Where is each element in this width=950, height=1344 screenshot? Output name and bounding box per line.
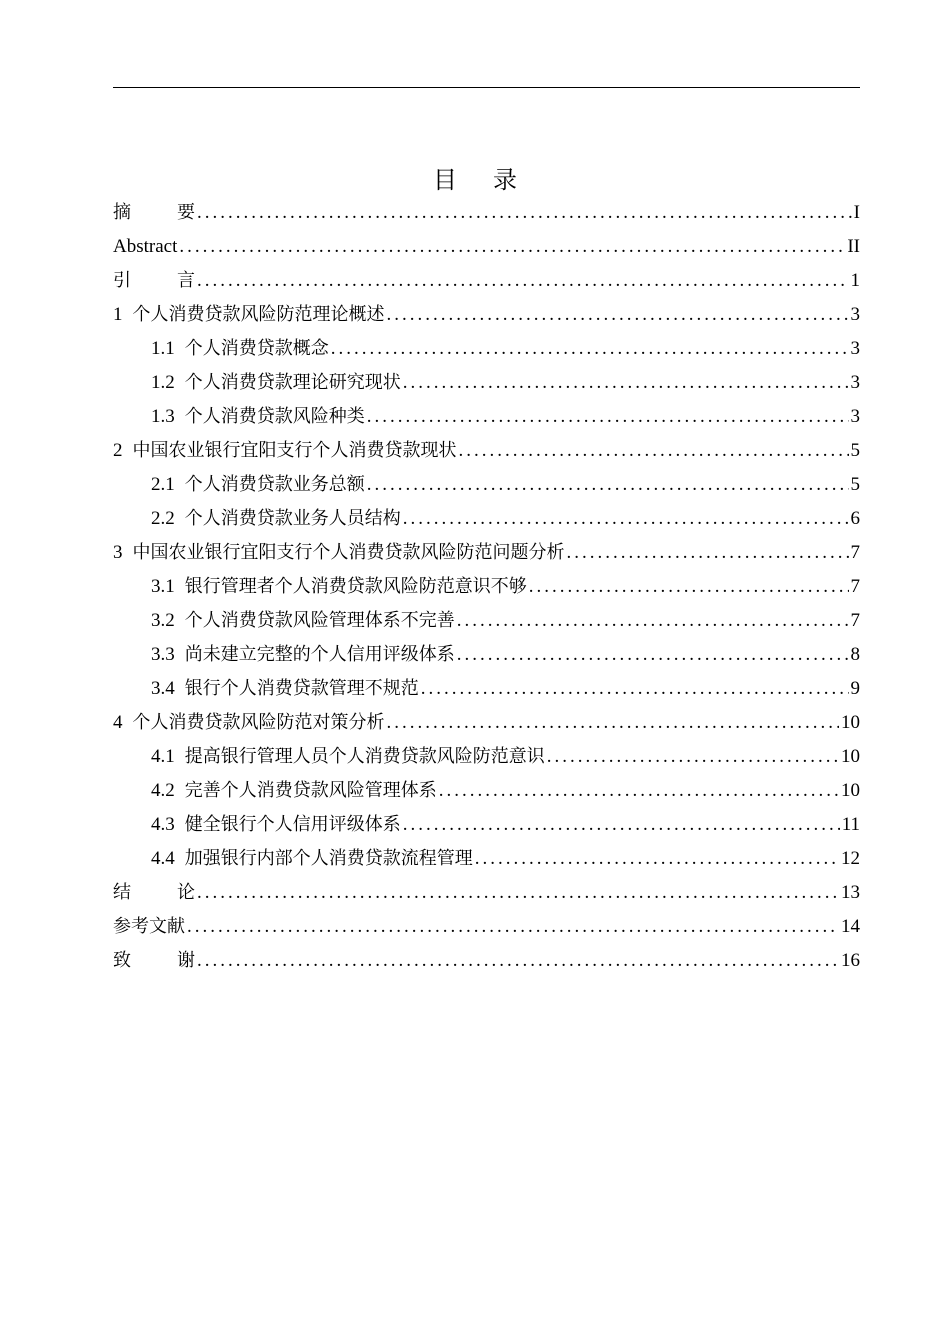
toc-entry[interactable] [113, 774, 860, 808]
toc-entry[interactable] [113, 502, 860, 536]
toc-entry-number: 1.1 [151, 338, 175, 359]
toc-entry-page: 10 [841, 746, 860, 767]
toc-entry-label: 参考文献 [113, 916, 185, 937]
toc-entry[interactable] [113, 536, 860, 570]
toc-entry-page: 14 [841, 916, 860, 937]
toc-leader-dots [457, 604, 849, 638]
toc-entry[interactable] [113, 740, 860, 774]
toc-entry-number: 3 [113, 542, 123, 563]
toc-entry[interactable] [113, 672, 860, 706]
toc-leader-dots [457, 638, 849, 672]
toc-leader-dots [197, 876, 839, 910]
toc-leader-dots [367, 468, 849, 502]
toc-entry-page: 3 [850, 406, 860, 427]
toc-entry[interactable] [113, 468, 860, 502]
toc-entry-page: 16 [841, 950, 860, 971]
toc-entry-page: 8 [850, 644, 860, 665]
toc-entry-page: 3 [850, 304, 860, 325]
toc-entry-page: 10 [841, 780, 860, 801]
toc-entry-label: 个人消费贷款风险管理体系不完善 [184, 610, 455, 631]
toc-entry[interactable] [113, 400, 860, 434]
toc-entry-label: 引言 [113, 270, 241, 291]
toc-title-char-2: 录 [493, 166, 517, 194]
toc-entry-label: 中国农业银行宜阳支行个人消费贷款现状 [132, 440, 457, 461]
toc-entry[interactable] [113, 910, 860, 944]
toc-entry-page: 7 [850, 576, 860, 597]
toc-leader-dots [403, 366, 849, 400]
toc-entry-page: 10 [841, 712, 860, 733]
toc-entry-number: 4.3 [151, 814, 175, 835]
toc-entry-number: 4.1 [151, 746, 175, 767]
toc-entry-number: 1.3 [151, 406, 175, 427]
toc-entry-number: 2.1 [151, 474, 175, 495]
toc-entry[interactable] [113, 434, 860, 468]
toc-entry-page: 11 [841, 814, 860, 835]
toc-entry-label: 中国农业银行宜阳支行个人消费贷款风险防范问题分析 [132, 542, 565, 563]
toc-entry-label: 银行管理者个人消费贷款风险防范意识不够 [184, 576, 527, 597]
toc-entry[interactable] [113, 842, 860, 876]
toc-leader-dots [331, 332, 849, 366]
toc-title [0, 160, 950, 195]
toc-entry[interactable] [113, 706, 860, 740]
toc-entry[interactable] [113, 298, 860, 332]
toc-entry-number: 4.4 [151, 848, 175, 869]
toc-leader-dots [529, 570, 849, 604]
toc-entry-page: 3 [850, 338, 860, 359]
toc-entry[interactable] [113, 570, 860, 604]
toc-entry-number: 1 [113, 304, 123, 325]
toc-entry-label: 健全银行个人信用评级体系 [184, 814, 401, 835]
toc-entry[interactable] [113, 230, 860, 264]
toc-entry-label: 加强银行内部个人消费贷款流程管理 [184, 848, 473, 869]
toc-entry-label: 完善个人消费贷款风险管理体系 [184, 780, 437, 801]
toc-entry-label: 尚未建立完整的个人信用评级体系 [184, 644, 455, 665]
toc-leader-dots [547, 740, 839, 774]
toc-entry-label: 银行个人消费贷款管理不规范 [184, 678, 419, 699]
toc-leader-dots [197, 944, 839, 978]
toc-entry-label: 个人消费贷款理论研究现状 [184, 372, 401, 393]
toc-entry-number: 3.1 [151, 576, 175, 597]
toc-entry-label: 个人消费贷款业务总额 [184, 474, 365, 495]
toc-entry-number: 3.2 [151, 610, 175, 631]
toc-leader-dots [367, 400, 849, 434]
toc-leader-dots [187, 910, 839, 944]
toc-entry-number: 2 [113, 440, 123, 461]
toc-entry-page: 5 [850, 474, 860, 495]
toc-leader-dots [387, 706, 840, 740]
toc-entry-page: 6 [850, 508, 860, 529]
toc-entry[interactable] [113, 638, 860, 672]
toc-entry-label: 致谢 [113, 950, 241, 971]
toc-leader-dots [387, 298, 849, 332]
toc-entry-number: 1.2 [151, 372, 175, 393]
toc-entry-label: 个人消费贷款风险防范理论概述 [132, 304, 385, 325]
toc-entry-number: 4 [113, 712, 123, 733]
toc-entry-page: I [853, 202, 860, 223]
toc-entry-label: 摘要 [113, 202, 241, 223]
toc-entry[interactable] [113, 604, 860, 638]
toc-title-char-1: 目 [433, 166, 457, 194]
toc-leader-dots [439, 774, 839, 808]
toc-entry[interactable] [113, 196, 860, 230]
toc-leader-dots [197, 264, 849, 298]
toc-leader-dots [421, 672, 849, 706]
toc-entry-page: 3 [850, 372, 860, 393]
toc-entry-page: 7 [850, 610, 860, 631]
toc-leader-dots [179, 230, 845, 264]
toc-entry-label: 结论 [113, 882, 241, 903]
toc-entry-label: Abstract [113, 236, 178, 257]
toc-leader-dots [403, 808, 840, 842]
toc-entry-number: 4.2 [151, 780, 175, 801]
toc-entry-number: 3.4 [151, 678, 175, 699]
toc-entry-label: 个人消费贷款风险防范对策分析 [132, 712, 385, 733]
toc-entry-label: 个人消费贷款业务人员结构 [184, 508, 401, 529]
toc-entry-page: 5 [850, 440, 860, 461]
table-of-contents [113, 196, 860, 978]
toc-leader-dots [197, 196, 852, 230]
toc-leader-dots [459, 434, 849, 468]
toc-entry-page: 13 [841, 882, 860, 903]
toc-leader-dots [475, 842, 839, 876]
toc-entry-label: 个人消费贷款概念 [184, 338, 329, 359]
toc-entry-page: 9 [850, 678, 860, 699]
toc-entry[interactable] [113, 876, 860, 910]
toc-leader-dots [403, 502, 849, 536]
toc-entry[interactable] [113, 366, 860, 400]
toc-leader-dots [567, 536, 849, 570]
toc-entry-page: 7 [850, 542, 860, 563]
toc-entry-number: 3.3 [151, 644, 175, 665]
toc-entry-page: 1 [850, 270, 860, 291]
toc-entry[interactable] [113, 944, 860, 978]
toc-entry-number: 2.2 [151, 508, 175, 529]
toc-entry-label: 个人消费贷款风险种类 [184, 406, 365, 427]
toc-entry[interactable] [113, 808, 860, 842]
toc-entry-page: 12 [841, 848, 860, 869]
toc-entry-page: II [847, 236, 860, 257]
toc-entry[interactable] [113, 332, 860, 366]
toc-entry-label: 提高银行管理人员个人消费贷款风险防范意识 [184, 746, 545, 767]
toc-entry[interactable] [113, 264, 860, 298]
header-rule [113, 87, 860, 88]
